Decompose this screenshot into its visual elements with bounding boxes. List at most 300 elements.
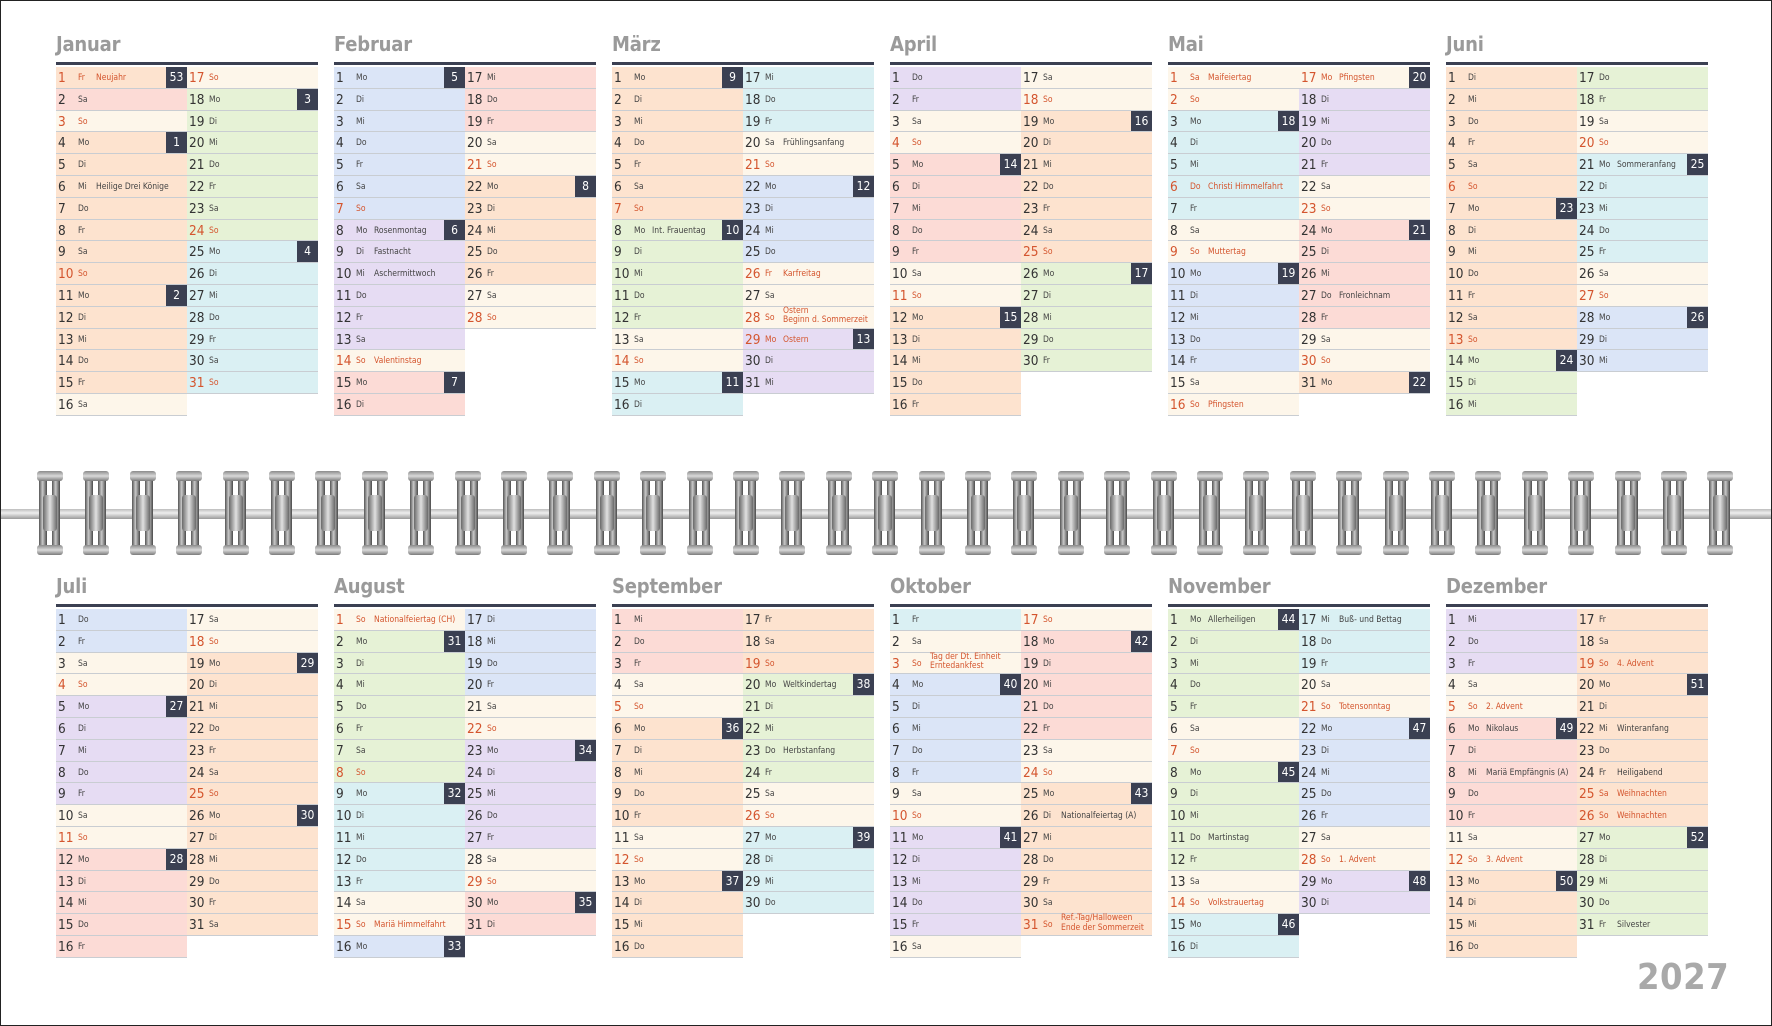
day-row[interactable]	[890, 674, 1021, 696]
day-row[interactable]	[890, 111, 1021, 133]
day-row[interactable]	[1168, 89, 1299, 111]
day-row[interactable]	[334, 740, 465, 762]
day-row[interactable]	[743, 329, 874, 351]
day-row[interactable]	[743, 783, 874, 805]
day-row[interactable]	[1446, 307, 1577, 329]
day-row[interactable]	[1021, 176, 1152, 198]
day-row[interactable]	[612, 871, 743, 893]
day-row[interactable]	[1021, 111, 1152, 133]
day-row[interactable]	[1446, 176, 1577, 198]
day-row[interactable]	[612, 849, 743, 871]
day-row[interactable]	[1021, 67, 1152, 89]
day-row[interactable]	[465, 89, 596, 111]
day-row[interactable]	[1446, 696, 1577, 718]
day-row[interactable]	[743, 696, 874, 718]
day-row[interactable]	[1168, 263, 1299, 285]
day-row[interactable]	[890, 176, 1021, 198]
day-row[interactable]	[465, 740, 596, 762]
day-row[interactable]	[1446, 674, 1577, 696]
day-row[interactable]	[1299, 718, 1430, 740]
day-row[interactable]	[1299, 176, 1430, 198]
day-row[interactable]	[890, 132, 1021, 154]
day-row[interactable]	[1021, 89, 1152, 111]
day-row[interactable]	[1021, 740, 1152, 762]
day-row[interactable]	[1299, 329, 1430, 351]
day-row[interactable]	[1446, 285, 1577, 307]
day-row[interactable]	[890, 394, 1021, 416]
day-row[interactable]	[890, 827, 1021, 849]
day-row[interactable]	[1446, 936, 1577, 958]
day-row[interactable]	[1446, 783, 1577, 805]
day-row[interactable]	[1168, 914, 1299, 936]
day-row[interactable]	[334, 849, 465, 871]
day-row[interactable]	[56, 307, 187, 329]
day-row[interactable]	[1021, 849, 1152, 871]
day-row[interactable]	[890, 154, 1021, 176]
day-row[interactable]	[56, 67, 187, 89]
day-row[interactable]	[56, 394, 187, 416]
day-row[interactable]	[1577, 198, 1708, 220]
day-row[interactable]	[612, 783, 743, 805]
day-row[interactable]	[334, 718, 465, 740]
day-row[interactable]	[56, 198, 187, 220]
day-row[interactable]	[187, 154, 318, 176]
day-row[interactable]	[1021, 762, 1152, 784]
day-row[interactable]	[890, 914, 1021, 936]
day-row[interactable]	[1299, 263, 1430, 285]
day-row[interactable]	[1168, 653, 1299, 675]
day-row[interactable]	[1168, 176, 1299, 198]
day-row[interactable]	[465, 762, 596, 784]
day-row[interactable]	[1299, 111, 1430, 133]
day-row[interactable]	[1577, 154, 1708, 176]
day-row[interactable]	[612, 914, 743, 936]
day-row[interactable]	[56, 871, 187, 893]
day-row[interactable]	[1021, 329, 1152, 351]
day-row[interactable]	[1299, 285, 1430, 307]
day-row[interactable]	[465, 718, 596, 740]
day-row[interactable]	[890, 718, 1021, 740]
day-row[interactable]	[1577, 89, 1708, 111]
day-row[interactable]	[1446, 762, 1577, 784]
day-row[interactable]	[1577, 285, 1708, 307]
day-row[interactable]	[612, 307, 743, 329]
day-row[interactable]	[1299, 674, 1430, 696]
day-row[interactable]	[1021, 871, 1152, 893]
day-row[interactable]	[1446, 132, 1577, 154]
day-row[interactable]	[56, 263, 187, 285]
day-row[interactable]	[1021, 132, 1152, 154]
day-row[interactable]	[187, 263, 318, 285]
day-row[interactable]	[56, 653, 187, 675]
day-row[interactable]	[1577, 783, 1708, 805]
day-row[interactable]	[1446, 350, 1577, 372]
day-row[interactable]	[612, 827, 743, 849]
day-row[interactable]	[1021, 805, 1152, 827]
day-row[interactable]	[612, 241, 743, 263]
day-row[interactable]	[1168, 350, 1299, 372]
day-row[interactable]	[1021, 350, 1152, 372]
day-row[interactable]	[334, 609, 465, 631]
day-row[interactable]	[743, 132, 874, 154]
day-row[interactable]	[1577, 827, 1708, 849]
day-row[interactable]	[890, 892, 1021, 914]
day-row[interactable]	[1299, 67, 1430, 89]
day-row[interactable]	[334, 263, 465, 285]
day-row[interactable]	[890, 740, 1021, 762]
day-row[interactable]	[1577, 307, 1708, 329]
day-row[interactable]	[187, 329, 318, 351]
day-row[interactable]	[743, 67, 874, 89]
day-row[interactable]	[1168, 132, 1299, 154]
day-row[interactable]	[1577, 762, 1708, 784]
day-row[interactable]	[743, 111, 874, 133]
day-row[interactable]	[1577, 631, 1708, 653]
day-row[interactable]	[187, 892, 318, 914]
day-row[interactable]	[334, 307, 465, 329]
day-row[interactable]	[56, 176, 187, 198]
day-row[interactable]	[1021, 285, 1152, 307]
day-row[interactable]	[1446, 653, 1577, 675]
day-row[interactable]	[334, 914, 465, 936]
day-row[interactable]	[1168, 67, 1299, 89]
day-row[interactable]	[612, 89, 743, 111]
day-row[interactable]	[1168, 609, 1299, 631]
day-row[interactable]	[890, 762, 1021, 784]
day-row[interactable]	[1021, 914, 1152, 936]
day-row[interactable]	[1299, 89, 1430, 111]
day-row[interactable]	[1168, 849, 1299, 871]
day-row[interactable]	[334, 132, 465, 154]
day-row[interactable]	[1168, 631, 1299, 653]
day-row[interactable]	[334, 827, 465, 849]
day-row[interactable]	[1577, 67, 1708, 89]
day-row[interactable]	[465, 176, 596, 198]
day-row[interactable]	[1446, 849, 1577, 871]
day-row[interactable]	[890, 805, 1021, 827]
day-row[interactable]	[1299, 849, 1430, 871]
day-row[interactable]	[334, 241, 465, 263]
day-row[interactable]	[1577, 696, 1708, 718]
day-row[interactable]	[334, 936, 465, 958]
day-row[interactable]	[612, 220, 743, 242]
day-row[interactable]	[1168, 674, 1299, 696]
day-row[interactable]	[465, 849, 596, 871]
day-row[interactable]	[1446, 827, 1577, 849]
day-row[interactable]	[187, 176, 318, 198]
day-row[interactable]	[1299, 805, 1430, 827]
day-row[interactable]	[1168, 220, 1299, 242]
day-row[interactable]	[1446, 871, 1577, 893]
day-row[interactable]	[1577, 871, 1708, 893]
day-row[interactable]	[465, 653, 596, 675]
day-row[interactable]	[465, 892, 596, 914]
day-row[interactable]	[56, 111, 187, 133]
day-row[interactable]	[612, 285, 743, 307]
day-row[interactable]	[1577, 609, 1708, 631]
day-row[interactable]	[1577, 111, 1708, 133]
day-row[interactable]	[1577, 132, 1708, 154]
day-row[interactable]	[1021, 718, 1152, 740]
day-row[interactable]	[890, 67, 1021, 89]
day-row[interactable]	[465, 609, 596, 631]
day-row[interactable]	[187, 132, 318, 154]
day-row[interactable]	[1446, 89, 1577, 111]
day-row[interactable]	[465, 111, 596, 133]
day-row[interactable]	[612, 329, 743, 351]
day-row[interactable]	[612, 372, 743, 394]
day-row[interactable]	[56, 350, 187, 372]
day-row[interactable]	[743, 674, 874, 696]
day-row[interactable]	[187, 241, 318, 263]
day-row[interactable]	[612, 762, 743, 784]
day-row[interactable]	[334, 783, 465, 805]
day-row[interactable]	[465, 263, 596, 285]
day-row[interactable]	[465, 154, 596, 176]
day-row[interactable]	[56, 740, 187, 762]
day-row[interactable]	[612, 111, 743, 133]
day-row[interactable]	[890, 220, 1021, 242]
day-row[interactable]	[1168, 329, 1299, 351]
day-row[interactable]	[743, 198, 874, 220]
day-row[interactable]	[465, 914, 596, 936]
day-row[interactable]	[612, 805, 743, 827]
day-row[interactable]	[465, 783, 596, 805]
day-row[interactable]	[890, 696, 1021, 718]
day-row[interactable]	[1021, 827, 1152, 849]
day-row[interactable]	[465, 220, 596, 242]
day-row[interactable]	[743, 285, 874, 307]
day-row[interactable]	[1577, 176, 1708, 198]
day-row[interactable]	[1299, 783, 1430, 805]
day-row[interactable]	[1446, 740, 1577, 762]
day-row[interactable]	[1299, 307, 1430, 329]
day-row[interactable]	[1577, 241, 1708, 263]
day-row[interactable]	[1299, 827, 1430, 849]
day-row[interactable]	[1446, 372, 1577, 394]
day-row[interactable]	[743, 892, 874, 914]
day-row[interactable]	[743, 653, 874, 675]
day-row[interactable]	[56, 827, 187, 849]
day-row[interactable]	[187, 372, 318, 394]
day-row[interactable]	[56, 849, 187, 871]
day-row[interactable]	[56, 914, 187, 936]
day-row[interactable]	[1299, 631, 1430, 653]
day-row[interactable]	[1577, 892, 1708, 914]
day-row[interactable]	[334, 67, 465, 89]
day-row[interactable]	[1577, 653, 1708, 675]
day-row[interactable]	[1299, 696, 1430, 718]
day-row[interactable]	[56, 936, 187, 958]
day-row[interactable]	[1299, 871, 1430, 893]
day-row[interactable]	[56, 241, 187, 263]
day-row[interactable]	[1446, 609, 1577, 631]
day-row[interactable]	[1021, 263, 1152, 285]
day-row[interactable]	[1168, 372, 1299, 394]
day-row[interactable]	[1299, 198, 1430, 220]
day-row[interactable]	[465, 631, 596, 653]
day-row[interactable]	[890, 653, 1021, 675]
day-row[interactable]	[1299, 154, 1430, 176]
day-row[interactable]	[56, 718, 187, 740]
day-row[interactable]	[1446, 263, 1577, 285]
day-row[interactable]	[743, 154, 874, 176]
day-row[interactable]	[1577, 674, 1708, 696]
day-row[interactable]	[187, 827, 318, 849]
day-row[interactable]	[56, 154, 187, 176]
day-row[interactable]	[1577, 849, 1708, 871]
day-row[interactable]	[1577, 914, 1708, 936]
day-row[interactable]	[1021, 674, 1152, 696]
day-row[interactable]	[1299, 762, 1430, 784]
day-row[interactable]	[187, 849, 318, 871]
day-row[interactable]	[56, 329, 187, 351]
day-row[interactable]	[56, 892, 187, 914]
day-row[interactable]	[334, 871, 465, 893]
day-row[interactable]	[1299, 740, 1430, 762]
day-row[interactable]	[612, 350, 743, 372]
day-row[interactable]	[1168, 718, 1299, 740]
day-row[interactable]	[334, 285, 465, 307]
day-row[interactable]	[465, 307, 596, 329]
day-row[interactable]	[743, 805, 874, 827]
day-row[interactable]	[56, 783, 187, 805]
day-row[interactable]	[1021, 241, 1152, 263]
day-row[interactable]	[334, 696, 465, 718]
day-row[interactable]	[1299, 372, 1430, 394]
day-row[interactable]	[56, 132, 187, 154]
day-row[interactable]	[465, 871, 596, 893]
day-row[interactable]	[1168, 241, 1299, 263]
day-row[interactable]	[612, 631, 743, 653]
day-row[interactable]	[612, 154, 743, 176]
day-row[interactable]	[334, 631, 465, 653]
day-row[interactable]	[465, 827, 596, 849]
day-row[interactable]	[612, 936, 743, 958]
day-row[interactable]	[1446, 631, 1577, 653]
day-row[interactable]	[187, 696, 318, 718]
day-row[interactable]	[334, 350, 465, 372]
day-row[interactable]	[56, 285, 187, 307]
day-row[interactable]	[743, 372, 874, 394]
day-row[interactable]	[1021, 220, 1152, 242]
day-row[interactable]	[334, 89, 465, 111]
day-row[interactable]	[1168, 936, 1299, 958]
day-row[interactable]	[1446, 111, 1577, 133]
day-row[interactable]	[1168, 394, 1299, 416]
day-row[interactable]	[56, 696, 187, 718]
day-row[interactable]	[334, 372, 465, 394]
day-row[interactable]	[1446, 329, 1577, 351]
day-row[interactable]	[187, 783, 318, 805]
day-row[interactable]	[334, 805, 465, 827]
day-row[interactable]	[334, 154, 465, 176]
day-row[interactable]	[1577, 350, 1708, 372]
day-row[interactable]	[334, 892, 465, 914]
day-row[interactable]	[890, 285, 1021, 307]
day-row[interactable]	[56, 220, 187, 242]
day-row[interactable]	[890, 350, 1021, 372]
day-row[interactable]	[1021, 696, 1152, 718]
day-row[interactable]	[1577, 718, 1708, 740]
day-row[interactable]	[1299, 220, 1430, 242]
day-row[interactable]	[890, 198, 1021, 220]
day-row[interactable]	[1168, 871, 1299, 893]
day-row[interactable]	[56, 805, 187, 827]
day-row[interactable]	[1168, 198, 1299, 220]
day-row[interactable]	[890, 329, 1021, 351]
day-row[interactable]	[743, 762, 874, 784]
day-row[interactable]	[1168, 762, 1299, 784]
day-row[interactable]	[890, 241, 1021, 263]
day-row[interactable]	[1446, 154, 1577, 176]
day-row[interactable]	[465, 241, 596, 263]
day-row[interactable]	[612, 653, 743, 675]
day-row[interactable]	[1577, 263, 1708, 285]
day-row[interactable]	[1446, 718, 1577, 740]
day-row[interactable]	[187, 674, 318, 696]
day-row[interactable]	[743, 89, 874, 111]
day-row[interactable]	[1021, 307, 1152, 329]
day-row[interactable]	[187, 653, 318, 675]
day-row[interactable]	[1446, 394, 1577, 416]
day-row[interactable]	[743, 609, 874, 631]
day-row[interactable]	[56, 762, 187, 784]
day-row[interactable]	[612, 176, 743, 198]
day-row[interactable]	[187, 350, 318, 372]
day-row[interactable]	[56, 674, 187, 696]
day-row[interactable]	[56, 372, 187, 394]
day-row[interactable]	[1168, 285, 1299, 307]
day-row[interactable]	[743, 176, 874, 198]
day-row[interactable]	[187, 89, 318, 111]
day-row[interactable]	[187, 609, 318, 631]
day-row[interactable]	[743, 740, 874, 762]
day-row[interactable]	[187, 718, 318, 740]
day-row[interactable]	[890, 631, 1021, 653]
day-row[interactable]	[334, 674, 465, 696]
day-row[interactable]	[1446, 241, 1577, 263]
day-row[interactable]	[56, 89, 187, 111]
day-row[interactable]	[334, 762, 465, 784]
day-row[interactable]	[890, 372, 1021, 394]
day-row[interactable]	[612, 892, 743, 914]
day-row[interactable]	[1299, 609, 1430, 631]
day-row[interactable]	[612, 696, 743, 718]
day-row[interactable]	[1168, 696, 1299, 718]
day-row[interactable]	[743, 827, 874, 849]
day-row[interactable]	[465, 805, 596, 827]
day-row[interactable]	[56, 609, 187, 631]
day-row[interactable]	[187, 220, 318, 242]
day-row[interactable]	[187, 740, 318, 762]
day-row[interactable]	[1021, 609, 1152, 631]
day-row[interactable]	[1446, 67, 1577, 89]
day-row[interactable]	[334, 653, 465, 675]
day-row[interactable]	[743, 241, 874, 263]
day-row[interactable]	[1168, 783, 1299, 805]
day-row[interactable]	[187, 285, 318, 307]
day-row[interactable]	[187, 871, 318, 893]
day-row[interactable]	[1299, 892, 1430, 914]
day-row[interactable]	[1446, 914, 1577, 936]
day-row[interactable]	[1168, 154, 1299, 176]
day-row[interactable]	[890, 609, 1021, 631]
day-row[interactable]	[743, 350, 874, 372]
day-row[interactable]	[890, 936, 1021, 958]
day-row[interactable]	[743, 263, 874, 285]
day-row[interactable]	[1168, 827, 1299, 849]
